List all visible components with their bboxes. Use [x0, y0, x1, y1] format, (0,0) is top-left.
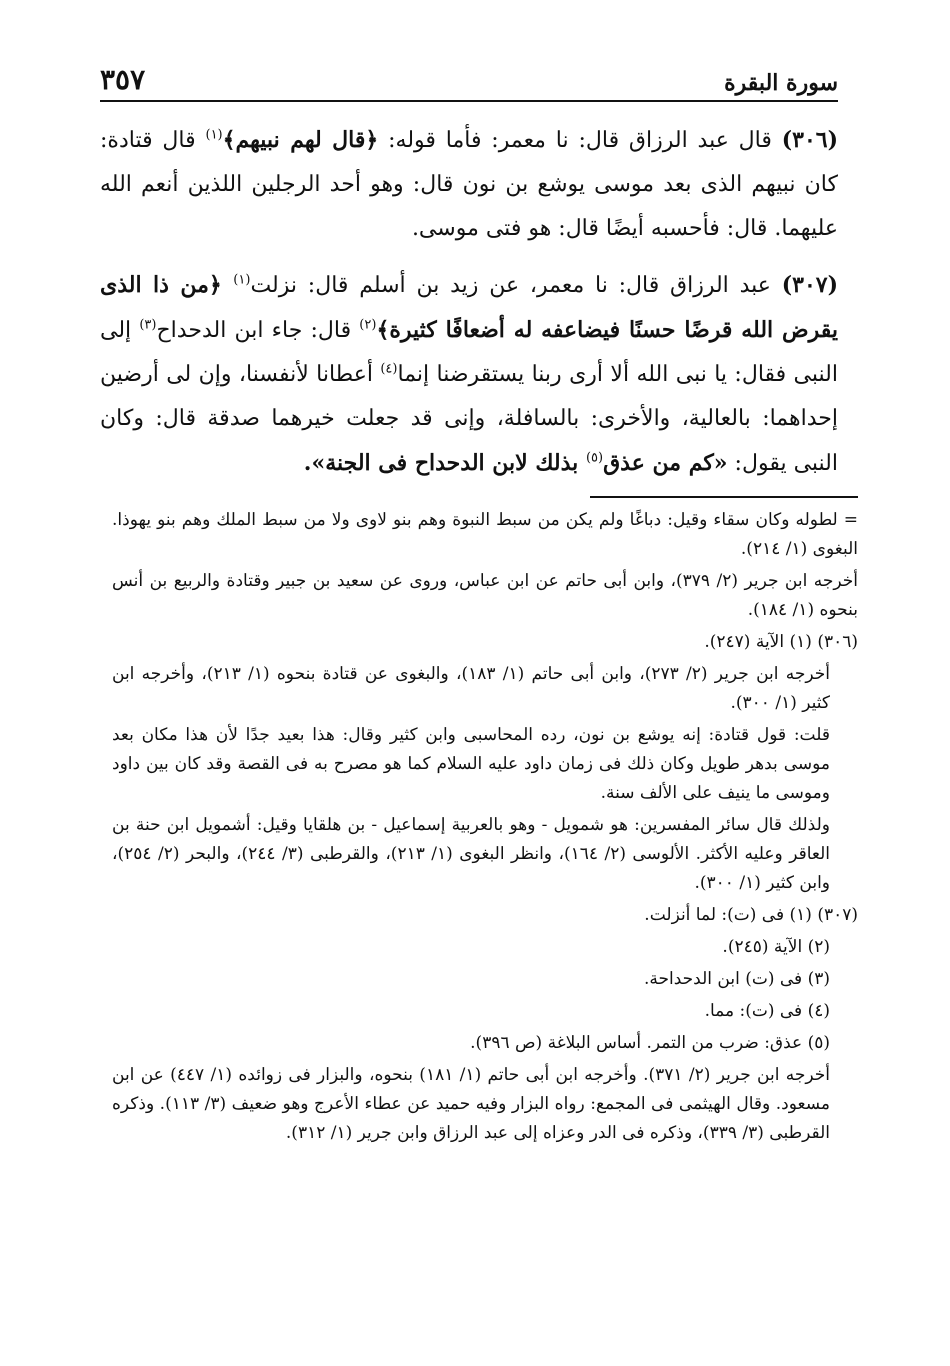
- footnote: قلت: قول قتادة: إنه يوشع بن نون، رده المحاسبى وابن كثير وقال: هذا بعيد جدًا لأن هذا مكان بعد موسى بدهر طويل وكان ذلك فى زمان داود عليه السلام كما هو مصرح به فى القصة وقد كان بين داود وموسى ما ينيف على الألف سنة.: [112, 725, 830, 803]
- footnotes: [112, 506, 858, 1151]
- footnote: (٤) فى (ت): مما.: [704, 1001, 830, 1021]
- footnote: ولذلك قال سائر المفسرين: هو شمويل - وهو بالعربية إسماعيل - بن هلقايا وقيل: أشمويل ابن حنة بن العاقر وعليه الأكثر. الألوسى (٢/ ١٦٤)، وانظر البغوى (١/ ٢١٣)، والقرطبى (٣/ ٢٤٤)، والبحر (٢/ ٢٥٤)، وابن كثير (١/ ٣٠٠).: [112, 815, 831, 893]
- paragraph-text: قال قتادة: كان نبيهم الذى بعد موسى يوشع بن نون قال: وهو أحد الرجلين اللذين أنعم الله عليهما. قال: فأحسبه أيضًا قال: هو فتى موسى.: [100, 128, 838, 241]
- footnote: (٢) الآية (٢٤٥).: [722, 937, 830, 957]
- paragraph-text: أعطانا لأنفسنا، وإن لى أرضين إحداهما: بالعالية، والأخرى: بالسافلة، وإنى قد جعلت خيرهما صدقة قال: وكان النبى يقول:: [100, 362, 838, 476]
- footnote-ref: (١): [205, 127, 223, 143]
- paragraph-text: إلى النبى فقال: يا نبى الله ألا أرى ربنا يستقرضنا إنما: [100, 318, 838, 387]
- narration-number: (٣٠٧): [781, 272, 838, 298]
- hadith-quote: «كم من عذق: [603, 450, 728, 476]
- footnote-heading: (٣٠٦) (١) الآية (٢٤٧).: [704, 632, 858, 652]
- footnote: (٣) فى (ت) ابن الدحداحة.: [644, 969, 830, 989]
- quran-quote: ﴿قال لهم نبيهم﴾: [222, 127, 379, 153]
- quran-quote: ﴿من ذا الذى يقرض الله قرضًا حسنًا فيضاعفه له أضعافًا كثيرة﴾: [100, 272, 838, 343]
- footnote: أخرجه ابن جرير (٢/ ٢٧٣)، وابن أبى حاتم (١/ ١٨٣)، والبغوى عن قتادة بنحوه (١/ ٢١٣)، وأخرجه ابن كثير (١/ ٣٠٠).: [112, 664, 830, 713]
- narration-number: (٣٠٦): [781, 127, 839, 153]
- page-number: ٣٥٧: [100, 63, 146, 96]
- footnote-ref: (٤): [380, 361, 398, 377]
- footnote: أخرجه ابن جرير (٢/ ٣٧١). وأخرجه ابن أبى حاتم (١/ ١٨١) بنحوه، والبزار فى زوائده (١/ ٤٤٧) عن ابن مسعود. وقال الهيثمى فى المجمع: رواه البزار وفيه حميد عن عطاء الأعرج وهو ضعيف (٣/ ١١٣). وذكره القرطبى (٣/ ٣٣٩)، وذكره فى الدر وعزاه إلى عبد الرزاق وابن جرير (١/ ٣١٢).: [112, 1065, 831, 1143]
- paragraph-306: [100, 118, 838, 251]
- surah-title: سورة البقرة: [724, 70, 838, 96]
- paragraph-text: قال: جاء ابن الدحداح: [156, 318, 360, 343]
- hadith-quote: بذلك لابن الدحداح فى الجنة».: [303, 450, 586, 476]
- footnote-ref: (٢): [359, 317, 377, 333]
- footnote-ref: (٥): [585, 450, 604, 466]
- main-text: [100, 118, 838, 498]
- paragraph-text: قال عبد الرزاق قال: نا معمر: فأما قوله:: [378, 128, 782, 153]
- footnote-ref: (١): [233, 272, 251, 288]
- footnote-separator: [590, 496, 858, 498]
- footnote: أخرجه ابن جرير (٢/ ٣٧٩)، وابن أبى حاتم عن ابن عباس، وروى عن سعيد بن جبير وقتادة والربيع بن أنس بنحوه (١/ ١٨٤).: [112, 571, 858, 620]
- page-header: [100, 56, 838, 102]
- footnote: = لطوله وكان سقاء وقيل: دباغًا ولم يكن من سبط النبوة وهم بنو لاوى ولا من سبط الملك وهم بنو يهوذا. البغوى (١/ ٢١٤).: [112, 510, 858, 559]
- footnote: (٥) عذق: ضرب من التمر. أساس البلاغة (ص ٣٩٦).: [470, 1033, 830, 1053]
- footnote-ref: (٣): [139, 317, 157, 333]
- paragraph-text: عبد الرزاق قال: نا معمر، عن زيد بن أسلم قال: نزلت: [250, 273, 782, 298]
- footnote-heading: (٣٠٧) (١) فى (ت): لما أنزلت.: [644, 905, 858, 925]
- paragraph-307: [100, 263, 838, 486]
